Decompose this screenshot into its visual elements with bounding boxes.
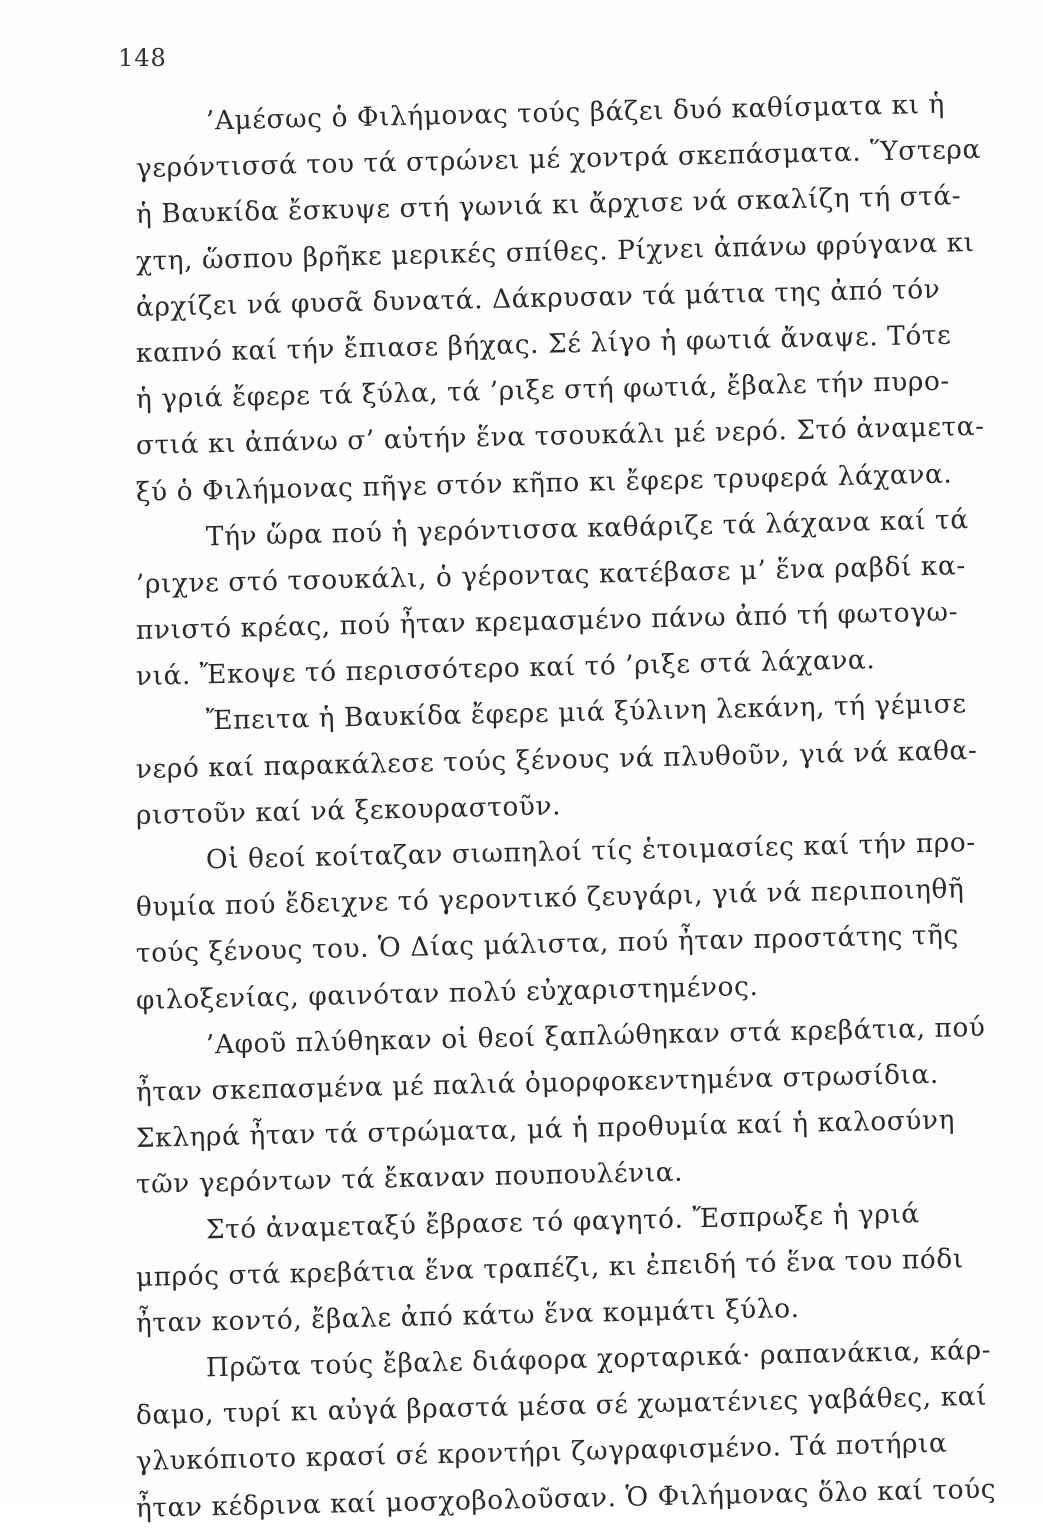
text-line: Τήν ὥρα πού ἡ γερόντισσα καθάριζε τά λάχανα καί τά [205, 504, 970, 553]
text-line: ἦταν κέδρινα καί μοσχοβολοῦσαν. Ὁ Φιλήμονας ὅλο καί τούς [135, 1474, 997, 1524]
text-line: ξύ ὁ Φιλήμονας πῆγε στόν κῆπο κι ἔφερε τρυφερά λάχανα. [135, 458, 953, 508]
body-text [135, 89, 1016, 1532]
text-line: Ἔπειτα ἡ Βαυκίδα ἔφερε μιά ξύλινη λεκάνη, τή γέμισε [205, 689, 967, 737]
text-line: ’Αμέσως ὁ Φιλήμονας τούς βάζει δυό καθίσματα κι ἡ [205, 89, 946, 137]
text-line: καπνό καί τήν ἔπιασε βήχας. Σέ λίγο ἡ φωτιά ἄναψε. Τότε [135, 320, 952, 369]
text-line: θυμία πού ἔδειχνε τό γεροντικό ζευγάρι, γιά νά περιποιηθῆ [135, 874, 965, 924]
text-line: νερό καί παρακάλεσε τούς ξένους νά πλυθοῦν, γιά νά καθα- [135, 735, 978, 785]
text-line: χτη, ὥσπου βρῆκε μερικές σπίθες. Ρίχνει ἀπάνω φρύγανα κι [135, 227, 975, 277]
text-line: φιλοξενίας, φαινόταν πολύ εὐχαριστημένος. [135, 971, 759, 1016]
text-line: τούς ξένους του. Ὁ Δίας μάλιστα, πού ἦταν προστάτης τῆς [135, 920, 960, 970]
page-number: 148 [118, 44, 167, 72]
text-line: Πρῶτα τούς ἔβαλε διάφορα χορταρικά· ραπανάκια, κάρ- [205, 1335, 992, 1384]
text-line: νιά. Ἔκοψε τό περισσότερο καί τό ’ριξε στά λάχανα. [135, 645, 876, 693]
text-line: πνιστό κρέας, πού ἦταν κρεμασμένο πάνω ἀπό τή φωτογω- [135, 597, 959, 647]
text-line: γερόντισσά του τά στρώνει μέ χοντρά σκεπάσματα. Ὕστερα [135, 135, 982, 185]
text-line: ’Αφοῦ πλύθηκαν οἱ θεοί ξαπλώθηκαν στά κρεβάτια, πού [205, 1012, 986, 1061]
text-line: Οἱ θεοί κοίταζαν σιωπηλοί τίς ἑτοιμασίες καί τήν προ- [205, 827, 977, 876]
text-line: ἡ γριά ἔφερε τά ξύλα, τά ’ριξε στή φωτιά, ἔβαλε τήν πυρο- [135, 366, 951, 416]
text-line: δαμο, τυρί κι αὐγά βραστά μέσα σέ χωματένιες γαβάθες, καί [135, 1381, 988, 1432]
text-line: ’ριχνε στό τσουκάλι, ὁ γέροντας κατέβασε μ’ ἕνα ραβδί κα- [135, 551, 967, 600]
text-line: Στό ἀναμεταξύ ἔβρασε τό φαγητό. Ἔσπρωξε ἡ γριά [205, 1198, 921, 1245]
text-line: ἡ Βαυκίδα ἔσκυψε στή γωνιά κι ἄρχισε νά σκαλίζη τή στά- [135, 181, 962, 231]
text-line: Σκληρά ἦταν τά στρώματα, μά ἡ προθυμία καί ἡ καλοσύνη [135, 1105, 956, 1155]
text-line: ἦταν σκεπασμένα μέ παλιά ὀμορφοκεντημένα στρωσίδια. [135, 1059, 940, 1108]
text-line: ἀρχίζει νά φυσᾶ δυνατά. Δάκρυσαν τά μάτια της ἀπό τόν [135, 274, 941, 323]
text-line: μπρός στά κρεβάτια ἕνα τραπέζι, κι ἐπειδή τό ἕνα του πόδι [135, 1243, 965, 1293]
text-line: γλυκόπιοτο κρασί σέ κροντήρι ζωγραφισμένο. Τά ποτήρια [135, 1429, 948, 1478]
text-line: ριστοῦν καί νά ξεκουραστοῦν. [135, 791, 562, 831]
text-line: ἦταν κοντό, ἔβαλε ἀπό κάτω ἕνα κομμάτι ξύλο. [135, 1293, 800, 1339]
text-line: στιά κι ἀπάνω σ’ αὐτήν ἕνα τσουκάλι μέ νερό. Στό ἀναμετα- [135, 412, 985, 462]
text-line: τῶν γερόντων τά ἔκαναν πουπουλένια. [135, 1157, 684, 1201]
